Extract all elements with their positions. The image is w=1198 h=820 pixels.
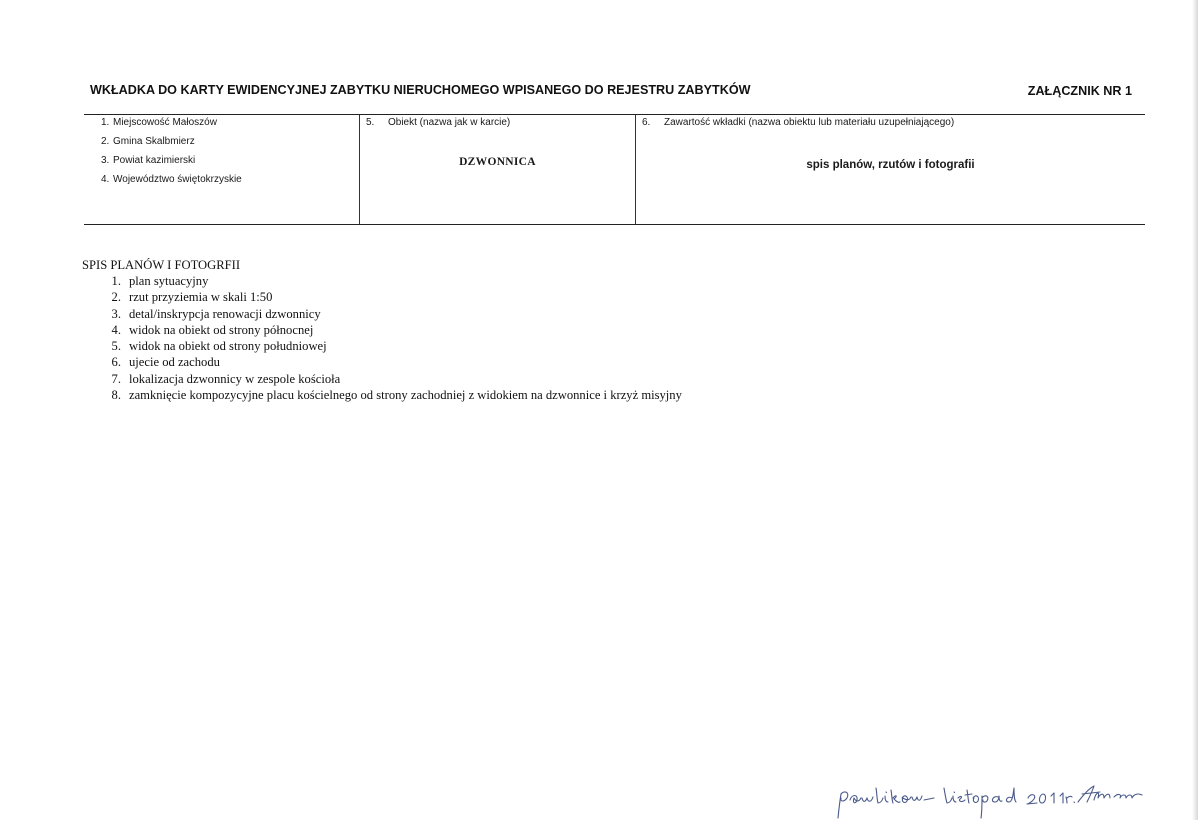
signature-ink	[838, 786, 1142, 818]
object-field-label	[360, 115, 635, 129]
spis-list	[100, 273, 682, 403]
location-item	[84, 174, 359, 193]
spis-item	[100, 338, 682, 354]
location-item-text: Powiat kazimierski	[113, 155, 196, 166]
location-cell	[84, 115, 360, 224]
spis-item-text: ujecie od zachodu	[129, 355, 220, 370]
spis-item-number: 4.	[111, 322, 121, 337]
handwritten-signature	[832, 784, 1148, 820]
spis-item-text: widok na obiekt od strony południowej	[129, 339, 327, 354]
spis-item-number: 6.	[111, 355, 121, 370]
spis-item	[100, 306, 682, 322]
contents-field-label	[636, 115, 1145, 129]
spis-item-text: rzut przyziemia w skali 1:50	[129, 290, 273, 305]
location-item-text: Miejscowość Małoszów	[113, 117, 217, 128]
spis-item-text: detal/inskrypcja renowacji dzwonnicy	[129, 306, 321, 321]
location-item-text: Gmina Skalbmierz	[113, 136, 195, 147]
object-name: DZWONNICA	[459, 156, 536, 168]
object-cell	[360, 115, 636, 224]
location-item	[84, 117, 359, 136]
spis-item	[100, 289, 682, 305]
spis-item-number: 8.	[111, 388, 121, 403]
spis-item-number: 2.	[111, 290, 121, 305]
document-title: WKŁADKA DO KARTY EWIDENCYJNEJ ZABYTKU NIERUCHOMEGO WPISANEGO DO REJESTRU ZABYTKÓW	[90, 83, 751, 97]
contents-field-number: 6.	[642, 117, 651, 128]
object-field-number: 5.	[366, 117, 375, 128]
spis-item-number: 7.	[111, 371, 121, 386]
location-item-number: 3.	[101, 155, 110, 166]
form-table	[84, 114, 1145, 225]
contents-cell	[636, 115, 1145, 224]
contents-value: spis planów, rzutów i fotografii	[806, 159, 975, 171]
spis-title: SPIS PLANÓW I FOTOGRFII	[82, 258, 241, 272]
annex-label: ZAŁĄCZNIK NR 1	[1027, 84, 1132, 98]
spis-item	[100, 371, 682, 387]
spis-item-text: lokalizacja dzwonnicy w zespole kościoła	[129, 371, 341, 386]
spis-item-number: 5.	[111, 339, 121, 354]
spis-item-text: widok na obiekt od strony północnej	[129, 322, 314, 337]
spis-item-number: 1.	[111, 274, 121, 288]
spis-item	[100, 273, 682, 289]
object-field-label-text: Obiekt (nazwa jak w karcie)	[388, 117, 511, 128]
location-item-number: 2.	[101, 136, 110, 147]
spis-item	[100, 322, 682, 338]
spis-item-number: 3.	[111, 306, 121, 321]
location-item-text: Województwo świętokrzyskie	[113, 174, 242, 185]
spis-item-text: plan sytuacyjny	[129, 274, 209, 288]
location-item	[84, 155, 359, 174]
location-item-number: 1.	[101, 117, 110, 128]
location-item-number: 4.	[101, 174, 110, 185]
spis-item-text: zamknięcie kompozycyjne placu kościelnego od strony zachodniej z widokiem na dzwonnice i krzyż misyjny	[129, 388, 682, 403]
spis-item	[100, 387, 682, 403]
spis-item	[100, 354, 682, 370]
location-list	[84, 115, 359, 193]
contents-field-label-text: Zawartość wkładki (nazwa obiektu lub materiału uzupełniającego)	[664, 117, 955, 128]
location-item	[84, 136, 359, 155]
scan-edge-shadow	[1192, 0, 1198, 820]
